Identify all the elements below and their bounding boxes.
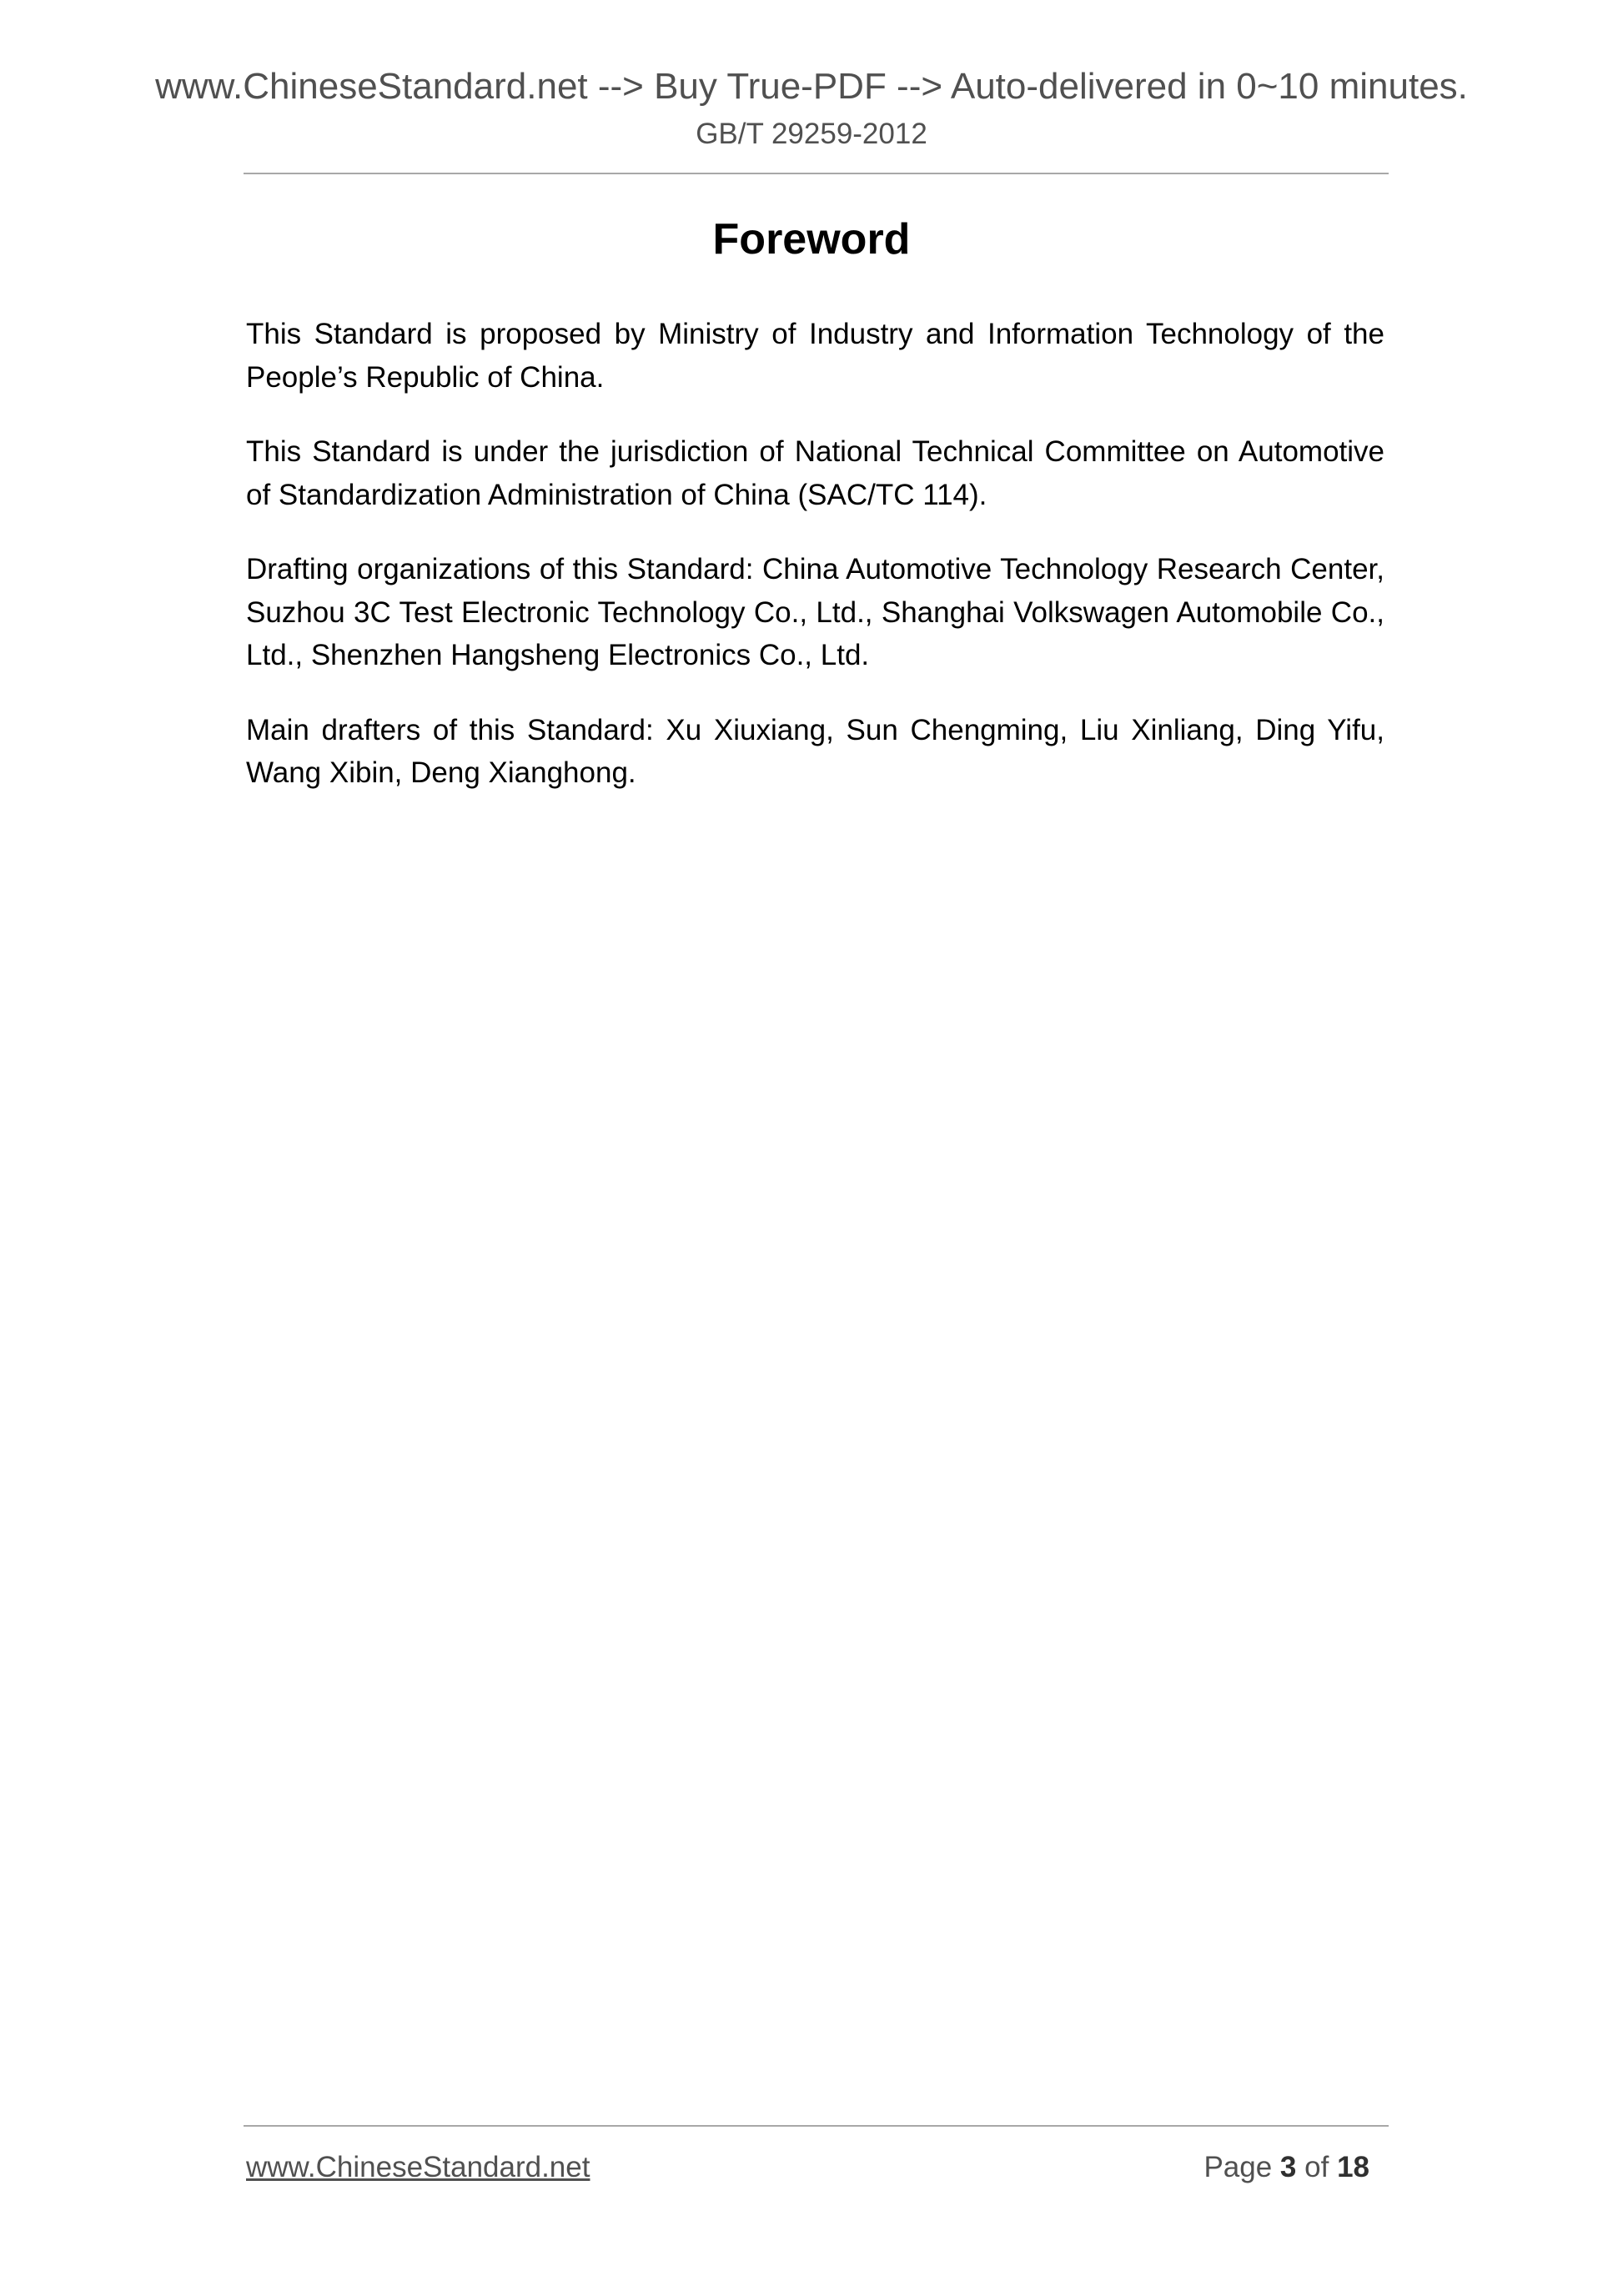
paragraph-main-drafters: Main drafters of this Standard: Xu Xiuxiang, Sun Chengming, Liu Xinliang, Ding Yifu, Wang Xibin, Deng Xianghong.: [246, 713, 1384, 789]
paragraph-jurisdiction: This Standard is under the jurisdiction of National Technical Committee on Automotive of Standardization Administration of China (SAC/TC 114).: [246, 435, 1384, 511]
page-current: 3: [1279, 2151, 1297, 2183]
paragraph-proposed-by: This Standard is proposed by Ministry of Industry and Information Technology of the People’s Republic of China.: [246, 318, 1384, 394]
page-of: of: [1304, 2151, 1329, 2183]
page-prefix: Page: [1203, 2151, 1273, 2183]
page-total: 18: [1337, 2151, 1369, 2183]
header-banner: www.ChineseStandard.net --> Buy True-PDF --> Auto-delivered in 0~10 minutes.: [155, 66, 1468, 107]
footer-divider: [244, 2125, 1389, 2127]
standard-code: GB/T 29259-2012: [696, 118, 927, 150]
footer-site-link[interactable]: www.ChineseStandard.net: [246, 2151, 590, 2183]
foreword-body: [246, 313, 1384, 826]
paragraph-drafting-organizations: Drafting organizations of this Standard: China Automotive Technology Research Center, Suzhou 3C Test Electronic Technology Co., Ltd., Shanghai Volkswagen Automobile Co., Ltd., Shenzhen Hangsheng Electronics Co., Ltd.: [246, 553, 1384, 671]
header-divider: [244, 173, 1389, 174]
page-title: Foreword: [712, 215, 911, 264]
page-number: [1203, 2148, 1369, 2188]
